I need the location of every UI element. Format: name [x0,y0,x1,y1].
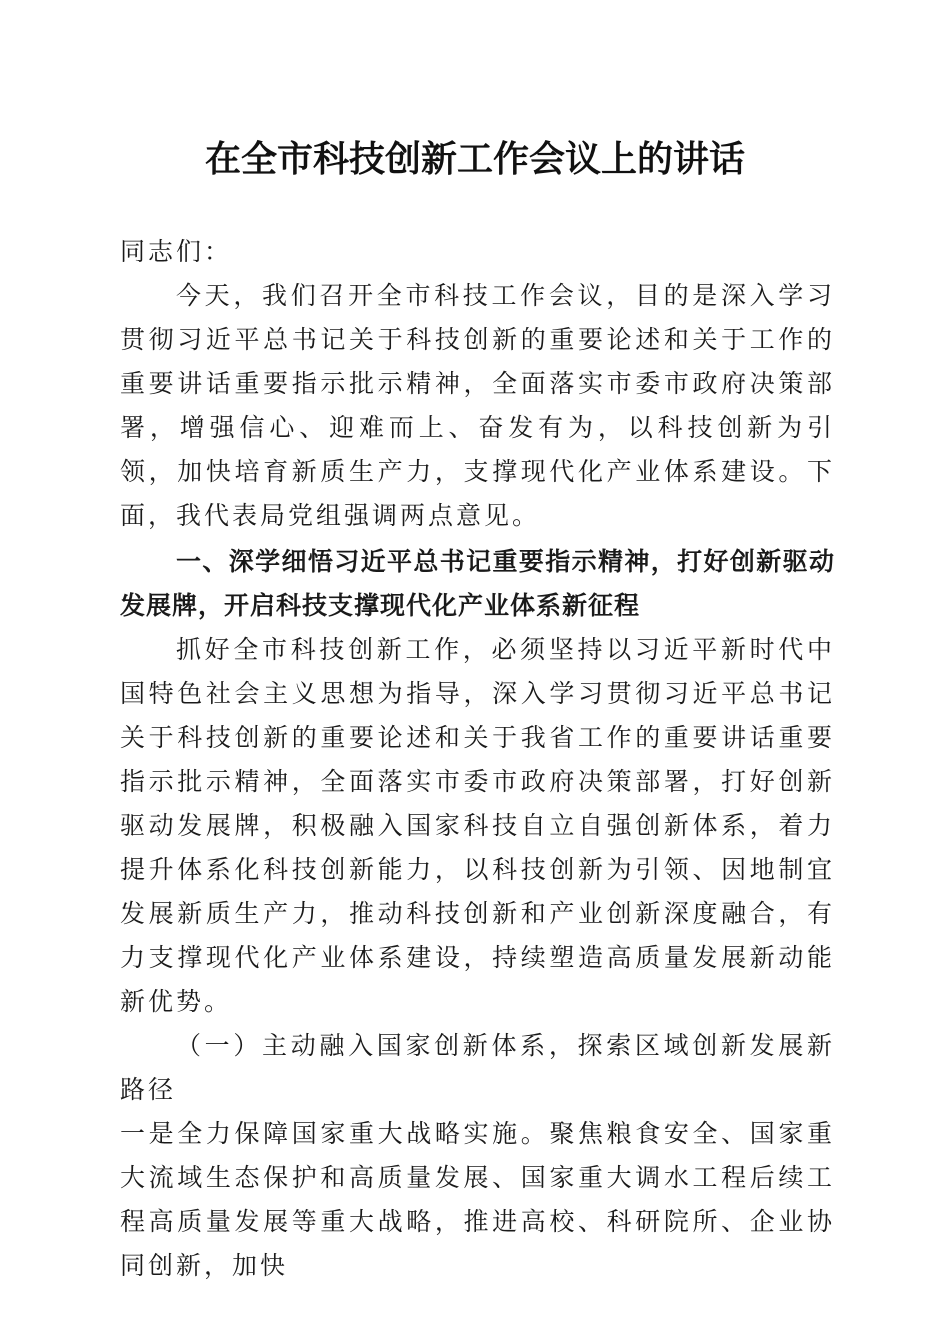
intro-paragraph: 今天，我们召开全市科技工作会议，目的是深入学习贯彻习近平总书记关于科技创新的重要论述和关于工作的重要讲话重要指示批示精神，全面落实市委市政府决策部署，增强信心、迎难而上、奋发有为，以科技创新为引领，加快培育新质生产力，支撑现代化产业体系建设。下面，我代表局党组强调两点意见。 [120,281,835,530]
section-1-paragraph: 抓好全市科技创新工作，必须坚持以习近平新时代中国特色社会主义思想为指导，深入学习贯彻习近平总书记关于科技创新的重要论述和关于我省工作的重要讲话重要指示批示精神，全面落实市委市政府决策部署，打好创新驱动发展牌，积极融入国家科技自立自强创新体系，着力提升体系化科技创新能力，以科技创新为引领、因地制宜发展新质生产力，推动科技创新和产业创新深度融合，有力支撑现代化产业体系建设，持续塑造高质量发展新动能新优势。 [120,635,835,1016]
subsection-1-paragraph: 一是全力保障国家重大战略实施。聚焦粮食安全、国家重大流域生态保护和高质量发展、国家重大调水工程后续工程高质量发展等重大战略，推进高校、科研院所、企业协同创新，加快 [120,1119,835,1280]
document-body [120,230,835,1288]
subsection-1-heading: （一）主动融入国家创新体系，探索区域创新发展新路径 [120,1031,835,1104]
section-1-heading: 一、深学细悟习近平总书记重要指示精神，打好创新驱动发展牌，开启科技支撑现代化产业体系新征程 [120,547,835,620]
salutation: 同志们： [120,237,233,266]
document-title: 在全市科技创新工作会议上的讲话 [204,139,745,180]
